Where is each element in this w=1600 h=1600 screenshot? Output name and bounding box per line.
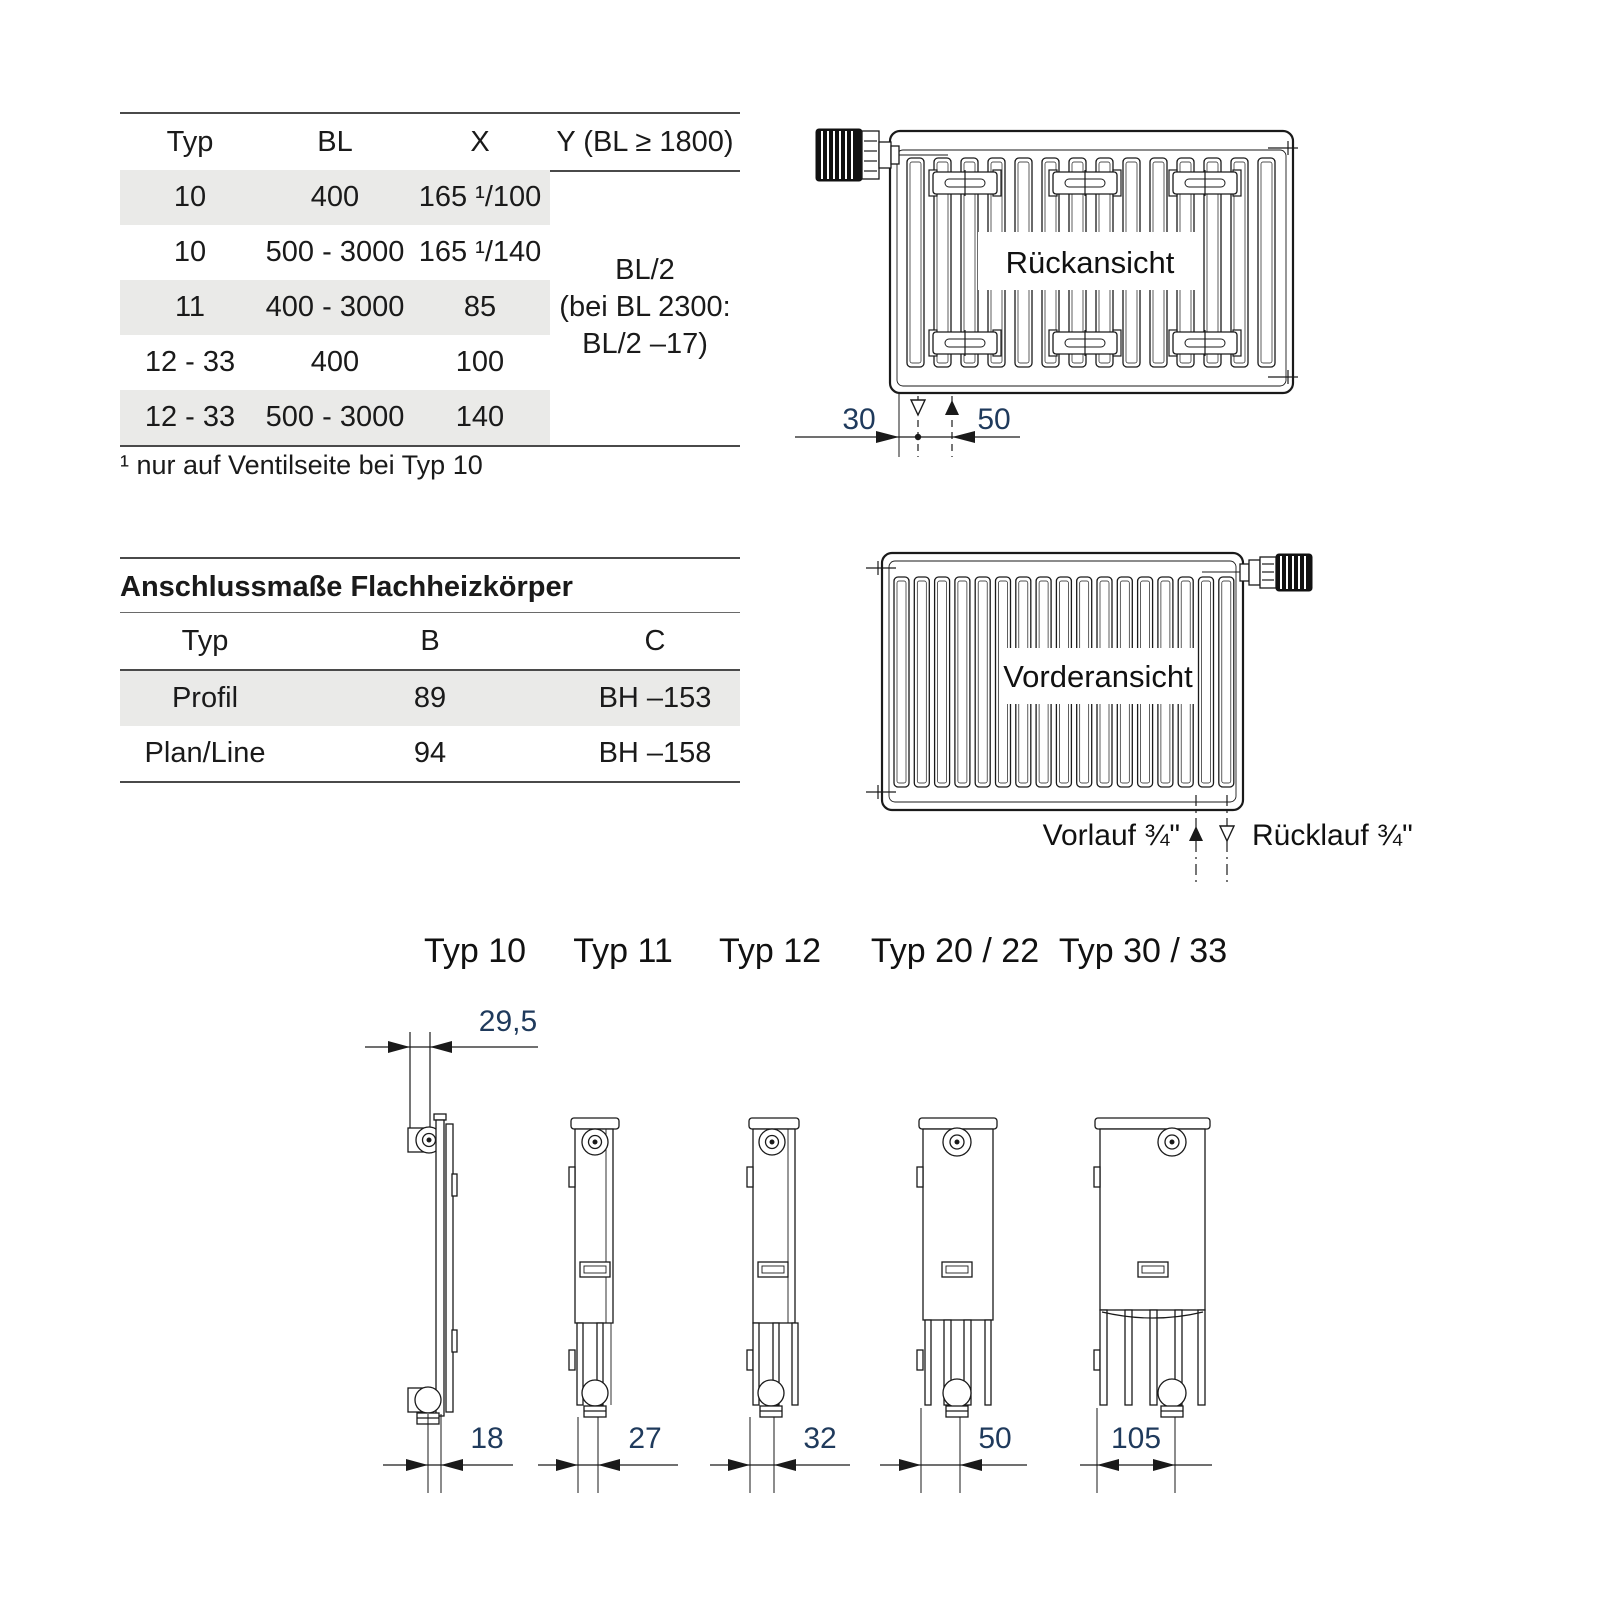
- connection-dimensions-table: [120, 557, 740, 787]
- profile-typ-20-22: [880, 1118, 1027, 1493]
- type-label-11: Typ 11: [573, 932, 673, 970]
- type-label-10: Typ 10: [423, 932, 527, 970]
- y-cell-line: (bei BL 2300:: [559, 290, 731, 323]
- table-rule: [120, 557, 740, 559]
- cell-typ: 11: [174, 291, 206, 323]
- cell-typ: 10: [173, 181, 207, 213]
- table-footnote: ¹ nur auf Ventilseite bei Typ 10: [120, 450, 483, 480]
- table-row: [120, 726, 740, 781]
- table-rule: [120, 781, 740, 783]
- rear-dimension-group: [795, 393, 1020, 457]
- table-row: [120, 280, 550, 335]
- cell-c: BH –153: [598, 682, 712, 714]
- front-view-label: Vorderansicht: [1003, 659, 1193, 694]
- col-header-typ: Typ: [181, 624, 229, 657]
- col-header-x: X: [470, 125, 490, 158]
- dimension-29-5: 29,5: [478, 1005, 538, 1038]
- table-header-row: [120, 114, 740, 170]
- cell-typ: 12 - 33: [144, 346, 236, 378]
- return-marker-icon: [1220, 826, 1234, 841]
- type-profiles-diagram: [340, 900, 1260, 1520]
- y-cell-line: BL/2 –17): [582, 328, 708, 361]
- dimension-30: 30: [842, 403, 876, 436]
- cell-bl: 400: [310, 346, 360, 378]
- type-label-20-22: Typ 20 / 22: [870, 932, 1040, 970]
- cell-x: 85: [463, 291, 497, 323]
- dimension-105: 105: [1110, 1422, 1162, 1455]
- flow-marker-icon: [945, 400, 959, 415]
- return-marker-icon: [911, 400, 925, 415]
- dimension-50: 50: [977, 403, 1011, 436]
- cell-x: 140: [455, 401, 505, 433]
- y-cell-line: BL/2: [615, 253, 675, 286]
- thermostat-valve-icon: [1240, 554, 1312, 591]
- table-row: [120, 335, 550, 390]
- col-header-c: C: [644, 624, 666, 657]
- profile-typ-30-33: [1080, 1118, 1212, 1493]
- table-rule: [120, 445, 740, 447]
- dimension-50: 50: [978, 1422, 1012, 1455]
- valve-dimensions-table: [120, 112, 740, 452]
- return-label: Rücklauf ¾": [1252, 819, 1413, 852]
- table-row: [120, 170, 550, 225]
- dimension-18: 18: [470, 1422, 504, 1455]
- flow-marker-icon: [1189, 826, 1203, 841]
- cell-b: 89: [413, 682, 447, 714]
- cell-typ: Profil: [171, 682, 239, 714]
- cell-typ: 12 - 33: [144, 401, 236, 433]
- front-view-diagram: [850, 530, 1450, 920]
- table-title: Anschlussmaße Flachheizkörper: [120, 571, 573, 603]
- col-header-typ: Typ: [166, 125, 214, 158]
- cell-bl: 400: [310, 181, 360, 213]
- dimension-32: 32: [803, 1422, 837, 1455]
- col-header-b: B: [420, 624, 440, 657]
- profile-typ-11: [538, 1118, 678, 1493]
- profile-typ-10: [365, 1005, 538, 1493]
- cell-x: 165 ¹/140: [418, 236, 542, 268]
- table-header-row: [120, 614, 740, 668]
- cell-bl: 500 - 3000: [265, 401, 405, 433]
- cell-bl: 500 - 3000: [265, 236, 405, 268]
- dimension-27: 27: [628, 1422, 662, 1455]
- table-row: [120, 225, 550, 280]
- flow-label: Vorlauf ¾": [1042, 819, 1180, 852]
- profile-typ-12: [710, 1118, 850, 1493]
- cell-b: 94: [413, 737, 447, 769]
- cell-c: BH –158: [598, 737, 712, 769]
- col-header-y: Y (BL ≥ 1800): [556, 125, 734, 158]
- type-label-30-33: Typ 30 / 33: [1058, 932, 1228, 970]
- cell-typ: 10: [173, 236, 207, 268]
- type-label-12: Typ 12: [718, 932, 822, 970]
- table-row: [120, 671, 740, 726]
- rear-view-label: Rückansicht: [1005, 245, 1175, 280]
- cell-x: 165 ¹/100: [418, 181, 542, 213]
- table-rule: [120, 612, 740, 613]
- thermostat-valve-icon: [816, 129, 899, 181]
- cell-x: 100: [455, 346, 505, 378]
- rear-view-diagram: [780, 100, 1420, 480]
- table-row: [120, 390, 550, 445]
- merged-y-cell: [550, 170, 740, 445]
- cell-bl: 400 - 3000: [265, 291, 405, 323]
- cell-typ: Plan/Line: [144, 737, 266, 769]
- col-header-bl: BL: [317, 125, 353, 158]
